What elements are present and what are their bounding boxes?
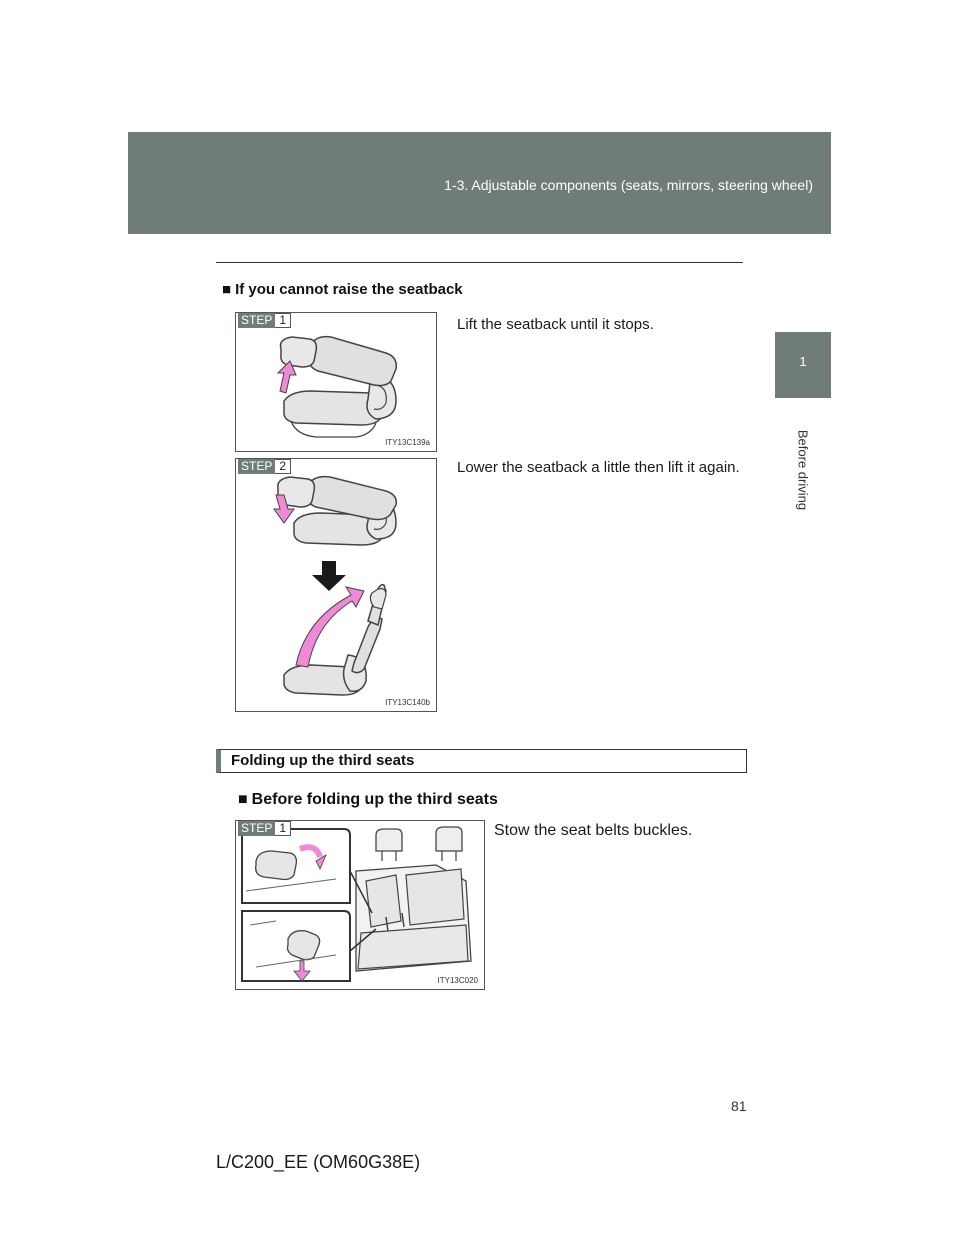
seat-lift-illustration (236, 313, 436, 451)
subsection-heading (238, 791, 498, 809)
step-badge-word: STEP (238, 313, 275, 328)
chapter-side-tab (775, 332, 831, 398)
step-2-instruction: Lower the seatback a little then lift it again. (457, 459, 740, 476)
step-badge-word: STEP (238, 459, 275, 474)
top-divider (216, 262, 743, 263)
subsection-heading-text: If you cannot raise the seatback (235, 281, 463, 298)
step-badge-number: 1 (275, 313, 291, 328)
third-seat-buckles-illustration (236, 821, 484, 989)
stow-instruction: Stow the seat belts buckles. (494, 822, 693, 839)
chapter-header-title: 1-3. Adjustable components (seats, mirrors, steering wheel) (444, 177, 813, 193)
figure-code: ITY13C020 (437, 976, 478, 985)
step-badge (238, 821, 291, 836)
square-bullet-icon: ■ (238, 791, 248, 808)
step-badge (238, 313, 291, 328)
model-code: L/C200_EE (OM60G38E) (216, 1152, 421, 1172)
subsection-heading-text: Before folding up the third seats (251, 791, 498, 808)
square-bullet-icon: ■ (222, 281, 232, 298)
subsection-heading (222, 281, 463, 298)
page-number: 81 (731, 1098, 747, 1114)
step-badge-number: 1 (275, 821, 291, 836)
figure-step-1-seatback-lift (235, 312, 437, 452)
step-badge-number: 2 (275, 459, 291, 474)
figure-code: ITY13C140b (385, 698, 430, 707)
chapter-side-label: Before driving (795, 429, 811, 511)
figure-step-2-seatback-lower-lift (235, 458, 437, 712)
step-badge-word: STEP (238, 821, 275, 836)
section-heading-title: Folding up the third seats (231, 752, 415, 769)
step-1-instruction: Lift the seatback until it stops. (457, 316, 654, 333)
figure-stow-seatbelt-buckles (235, 820, 485, 990)
step-badge (238, 459, 291, 474)
section-heading-box (216, 749, 747, 773)
figure-code: ITY13C139a (385, 438, 430, 447)
chapter-header (128, 132, 831, 234)
seat-lower-lift-illustration (236, 459, 436, 711)
chapter-tab-number: 1 (799, 354, 807, 369)
